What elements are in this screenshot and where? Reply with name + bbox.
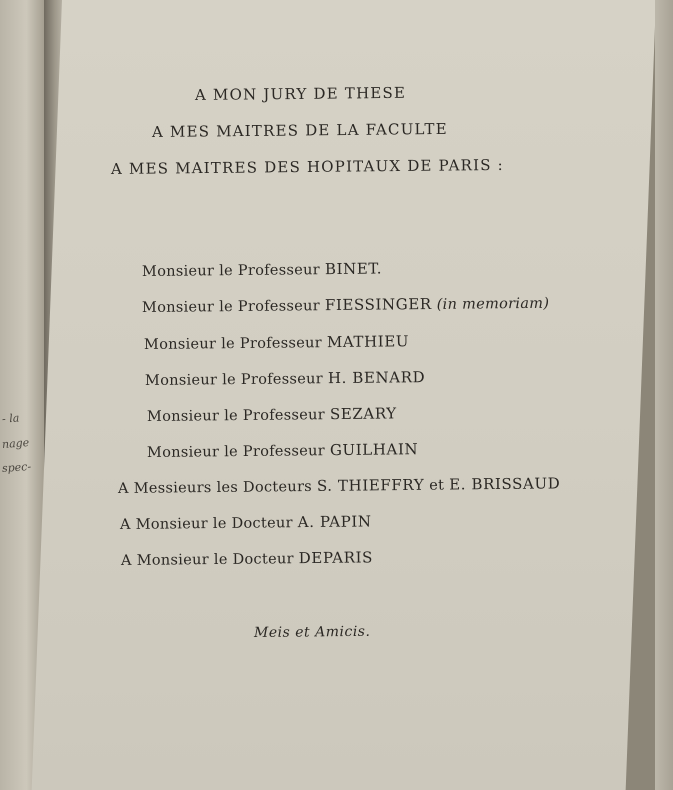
dedication-name: BINET. xyxy=(324,259,383,279)
dedication-prefix: Monsieur le Professeur xyxy=(146,443,326,461)
dedication-conjunction: et xyxy=(429,477,445,494)
dedication-page xyxy=(62,0,656,790)
dedication-line xyxy=(120,512,372,533)
heading-faculte: A MES MAITRES DE LA FACULTE xyxy=(151,119,448,141)
dedication-prefix: Monsieur le Professeur xyxy=(141,298,321,316)
dedication-line xyxy=(142,294,549,316)
dedication-prefix: Monsieur le Professeur xyxy=(141,262,321,280)
dedication-name: MATHIEU xyxy=(326,332,410,352)
dedication-name: SEZARY xyxy=(329,404,397,424)
dedication-line xyxy=(142,259,382,280)
heading-jury: A MON JURY DE THESE xyxy=(194,83,407,104)
right-page-edge xyxy=(655,0,673,790)
left-page-fragment: nage xyxy=(1,436,30,451)
dedication-prefix: Monsieur le Professeur xyxy=(144,371,324,389)
dedication-name: GUILHAIN xyxy=(329,440,419,460)
left-page-fragment: - la xyxy=(1,411,20,426)
dedication-name: A. PAPIN xyxy=(297,512,372,532)
dedication-prefix: A Monsieur le Docteur xyxy=(120,551,294,569)
dedication-line xyxy=(145,368,425,389)
motto: Meis et Amicis. xyxy=(253,623,371,641)
dedication-name: DEPARIS xyxy=(298,548,374,568)
dedication-line xyxy=(147,404,397,425)
dedication-name: H. BENARD xyxy=(327,368,426,388)
dedication-line xyxy=(118,474,560,497)
dedication-prefix: A Monsieur le Docteur xyxy=(119,515,293,533)
dedication-line xyxy=(144,332,409,353)
dedication-line xyxy=(147,440,418,461)
dedication-name: S. THIEFFRY xyxy=(316,475,425,495)
left-page-fragment: spec- xyxy=(1,460,32,475)
dedication-prefix: Monsieur le Professeur xyxy=(146,407,326,425)
dedication-name-second: E. BRISSAUD xyxy=(449,474,561,494)
dedication-suffix: (in memoriam) xyxy=(436,295,550,313)
dedication-line xyxy=(121,548,373,569)
dedication-prefix: Monsieur le Professeur xyxy=(143,335,323,353)
heading-hopitaux: A MES MAITRES DES HOPITAUX DE PARIS : xyxy=(110,155,504,178)
dedication-name: FIESSINGER xyxy=(324,294,432,315)
dedication-prefix: A Messieurs les Docteurs xyxy=(117,478,313,497)
